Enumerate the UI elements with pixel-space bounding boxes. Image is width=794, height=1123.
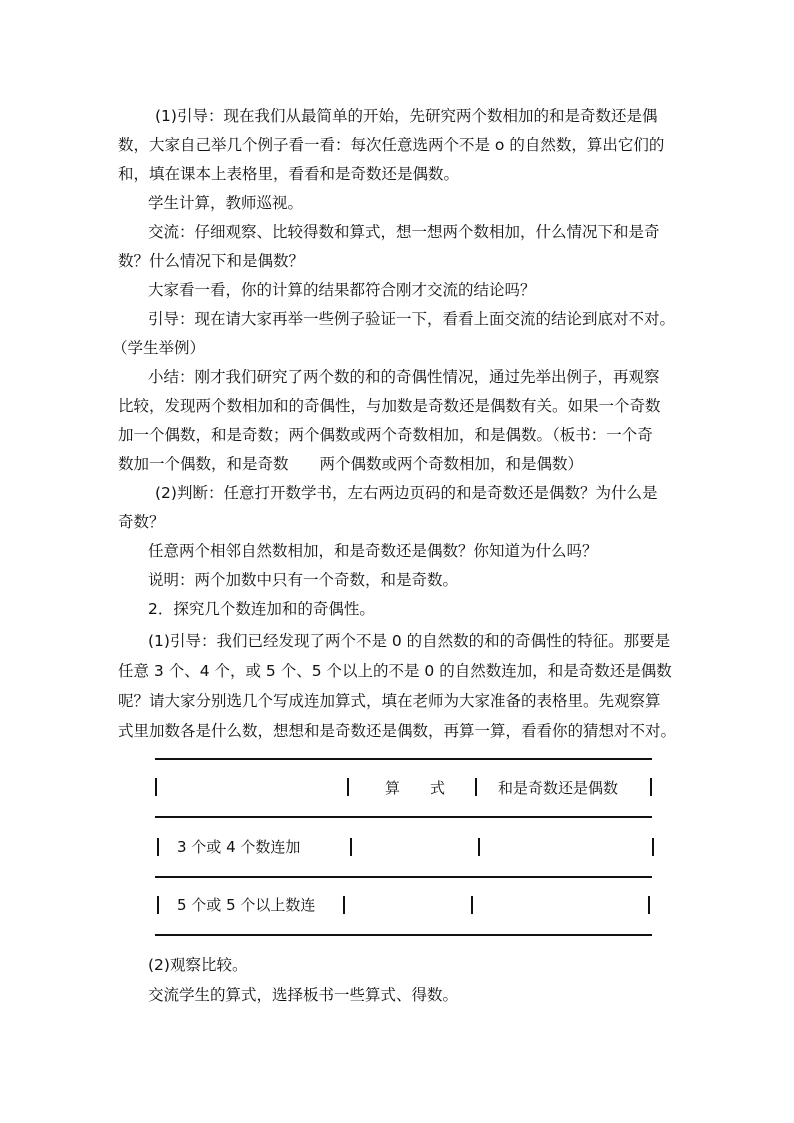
paragraph-summary-4: 数加一个偶数，和是奇数 两个偶数或两个奇数相加，和是偶数）: [118, 455, 584, 473]
table-divider: [478, 838, 480, 856]
table-divider: [343, 896, 345, 914]
paragraph-exchange-1: 交流：仔细观察、比较得数和算式，想一想两个数相加，什么情况下和是奇: [148, 223, 660, 241]
paragraph-exchange-formulas: 交流学生的算式，选择板书一些算式、得数。: [148, 986, 459, 1004]
paragraph-intro-1: (1)引导：现在我们从最简单的开始，先研究两个数相加的和是奇数还是偶: [155, 107, 658, 125]
paragraph-summary-1: 小结：刚才我们研究了两个数的和的奇偶性情况，通过先举出例子，再观察: [148, 368, 660, 386]
paragraph-summary-3: 加一个偶数，和是奇数；两个偶数或两个奇数相加，和是偶数。（板书：一个奇: [118, 426, 653, 444]
table-row-label: 5 个或 5 个以上数连: [177, 896, 316, 914]
table-divider: [157, 896, 159, 914]
table-rule-header: [155, 816, 652, 818]
table-header-parity: 和是奇数还是偶数: [498, 779, 619, 797]
paragraph-intro-3: 和，填在课本上表格里，看看和是奇数还是偶数。: [118, 165, 460, 183]
table-rule-top: [155, 758, 652, 760]
table-divider: [475, 778, 477, 796]
paragraph-guide: 引导：现在请大家再举一些例子验证一下，看看上面交流的结论到底对不对。: [148, 310, 676, 328]
sum-parity-table: [155, 758, 652, 936]
paragraph-judge-2: 奇数？: [118, 513, 165, 531]
table-row-label: 3 个或 4 个数连加: [177, 838, 301, 856]
paragraph-intro-2: 数，大家自己举几个例子看一看：每次任意选两个不是 o 的自然数，算出它们的: [118, 136, 665, 154]
paragraph-guide2-2: 任意 3 个、4 个，或 5 个、5 个以上的不是 0 的自然数连加，和是奇数还是偶数: [118, 662, 672, 680]
table-divider: [155, 778, 157, 796]
table-divider: [350, 838, 352, 856]
paragraph-explain: 说明：两个加数中只有一个奇数，和是奇数。: [148, 571, 459, 589]
paragraph-calc: 学生计算，教师巡视。: [148, 194, 304, 212]
paragraph-guide2-3: 呢？请大家分别选几个写成连加算式，填在老师为大家准备的表格里。先观察算: [118, 692, 661, 710]
table-divider: [157, 838, 159, 856]
paragraph-adjacent: 任意两个相邻自然数相加，和是奇数还是偶数？你知道为什么吗？: [148, 542, 598, 560]
paragraph-check: 大家看一看，你的计算的结果都符合刚才交流的结论吗？: [148, 281, 536, 299]
table-rule-middle: [155, 876, 652, 878]
paragraph-summary-2: 比较，发现两个数相加和的奇偶性，与加数是奇数还是偶数有关。如果一个奇数: [118, 397, 661, 415]
table-divider: [471, 896, 473, 914]
table-divider: [650, 778, 652, 796]
paragraph-judge-1: (2)判断：任意打开数学书，左右两边页码的和是奇数还是偶数？为什么是: [155, 484, 658, 502]
table-divider: [652, 838, 654, 856]
paragraph-guide2-4: 式里加数各是什么数，想想和是奇数还是偶数，再算一算，看看你的猜想对不对。: [118, 722, 677, 740]
paragraph-student-example: （学生举例）: [112, 339, 206, 357]
paragraph-guide2-1: (1)引导：我们已经发现了两个不是 0 的自然数的和的奇偶性的特征。那要是: [148, 632, 671, 650]
section-heading-2: 2．探究几个数连加和的奇偶性。: [148, 600, 375, 618]
paragraph-observe: (2)观察比较。: [148, 956, 248, 974]
table-divider: [347, 778, 349, 796]
table-header-formula: 算 式: [385, 779, 446, 797]
table-rule-bottom: [155, 934, 652, 936]
paragraph-exchange-2: 数？什么情况下和是偶数？: [118, 252, 305, 270]
table-divider: [648, 896, 650, 914]
